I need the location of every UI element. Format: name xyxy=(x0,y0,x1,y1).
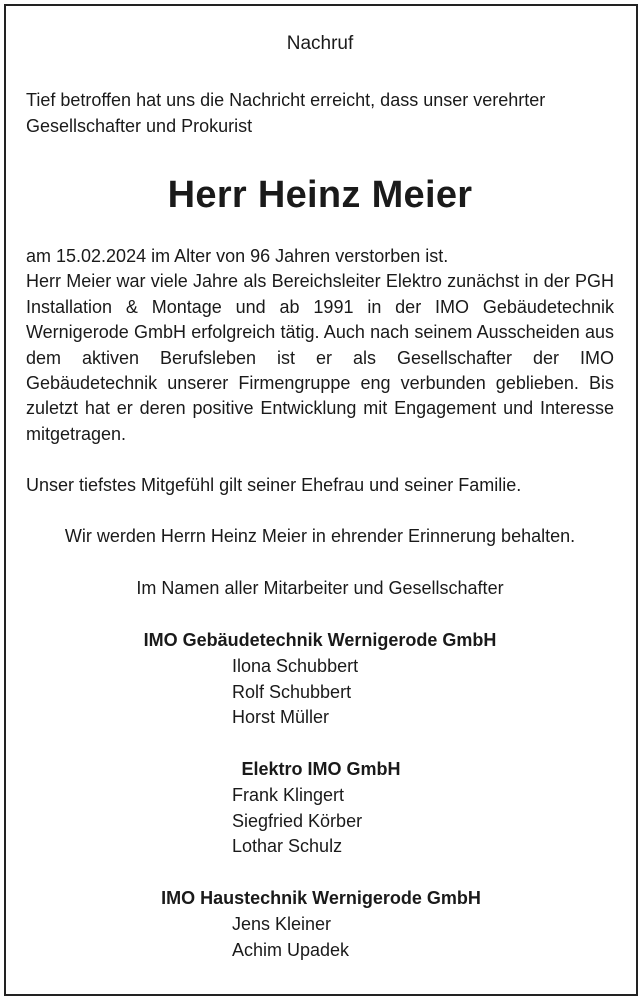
on-behalf-text: Im Namen aller Mitarbeiter und Gesellschafter xyxy=(136,578,504,598)
signer-name: Achim Upadek xyxy=(232,940,350,960)
signer-name: Lothar Schulz xyxy=(232,836,343,856)
company-name: Elektro IMO GmbH xyxy=(241,759,401,779)
company-name: IMO Gebäudetechnik Wernigerode GmbH xyxy=(143,630,497,650)
signer-name: Ilona Schubbert xyxy=(232,656,359,676)
company-name: IMO Haustechnik Wernigerode GmbH xyxy=(161,888,481,908)
notice-title: Nachruf xyxy=(286,33,354,54)
paragraph-line: Herr Meier war viele Jahre als Bereichsleiter Elektro zunächst in der PGH Installation & Montage und ab 1991 in der IMO Gebäudetechnik Wernigerode GmbH erfolgreich tätig. Auch nach seinem Ausscheiden aus dem aktiven Berufsleben ist er als Gesellschafter der IMO Gebäudetechnik unserer Firmengruppe eng verbunden geblieben. Bis zuletzt hat er deren positive Entwicklung mit Engagement und Interesse mitgetragen. xyxy=(26,271,614,444)
condolence-text: Unser tiefstes Mitgefühl gilt seiner Ehefrau und seiner Familie. xyxy=(26,475,522,495)
signer-name: Frank Klingert xyxy=(232,785,345,805)
signer-name: Rolf Schubbert xyxy=(232,682,352,702)
memory-text: Wir werden Herrn Heinz Meier in ehrender Erinnerung behalten. xyxy=(64,526,576,546)
signer-name: Jens Kleiner xyxy=(232,914,332,934)
intro-text: Tief betroffen hat uns die Nachricht erreicht, dass unser verehrter Gesellschafter und Prokurist xyxy=(26,90,546,136)
signer-name: Horst Müller xyxy=(232,707,330,727)
paragraph-line: am 15.02.2024 im Alter von 96 Jahren verstorben ist. xyxy=(26,246,449,266)
signer-name: Siegfried Körber xyxy=(232,811,363,831)
deceased-name: Herr Heinz Meier xyxy=(167,174,473,216)
obituary-paragraph xyxy=(26,244,614,447)
